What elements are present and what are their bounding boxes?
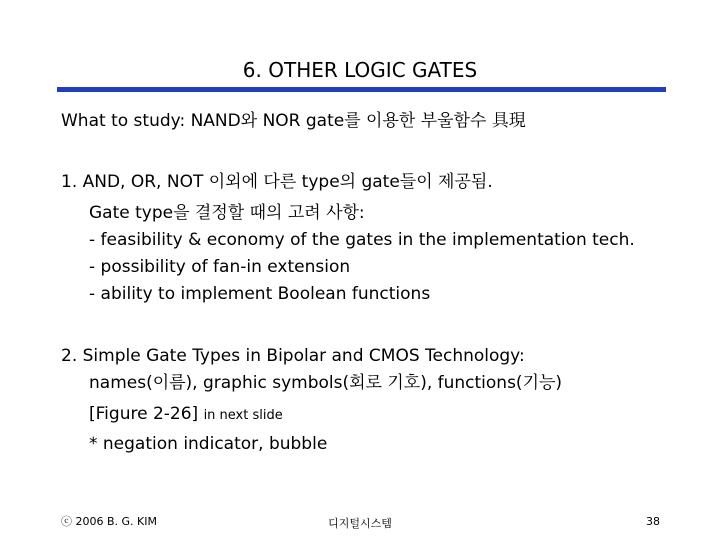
section2-figure-line [89, 403, 283, 427]
slide-title: 6. OTHER LOGIC GATES [242, 58, 478, 82]
section1-bullet-3: - ability to implement Boolean functions [89, 284, 431, 304]
section2-line-2: names(이름), graphic symbols(회로 기호), functions(기능) [89, 373, 563, 393]
section1-bullet-1: - feasibility & economy of the gates in the implementation tech. [89, 230, 635, 250]
section1-heading: 1. AND, OR, NOT 이외에 다른 type의 gate들이 제공됨. [61, 172, 493, 192]
title-divider [57, 87, 666, 92]
figure-note: in next slide [203, 408, 283, 423]
figure-reference: [Figure 2-26] [89, 404, 199, 424]
section2-line-4: * negation indicator, bubble [89, 434, 328, 454]
section2-heading: 2. Simple Gate Types in Bipolar and CMOS Technology: [61, 346, 525, 366]
page-number: 38 [646, 515, 660, 528]
section1-bullet-2: - possibility of fan-in extension [89, 257, 351, 277]
intro-text: What to study: NAND와 NOR gate를 이용한 부울함수 具現 [61, 111, 526, 131]
footer-center-title: 디지털시스템 [328, 517, 392, 530]
section1-lead: Gate type을 결정할 때의 고려 사항: [89, 203, 365, 223]
footer-copyright: ⓒ 2006 B. G. KIM [61, 515, 157, 528]
